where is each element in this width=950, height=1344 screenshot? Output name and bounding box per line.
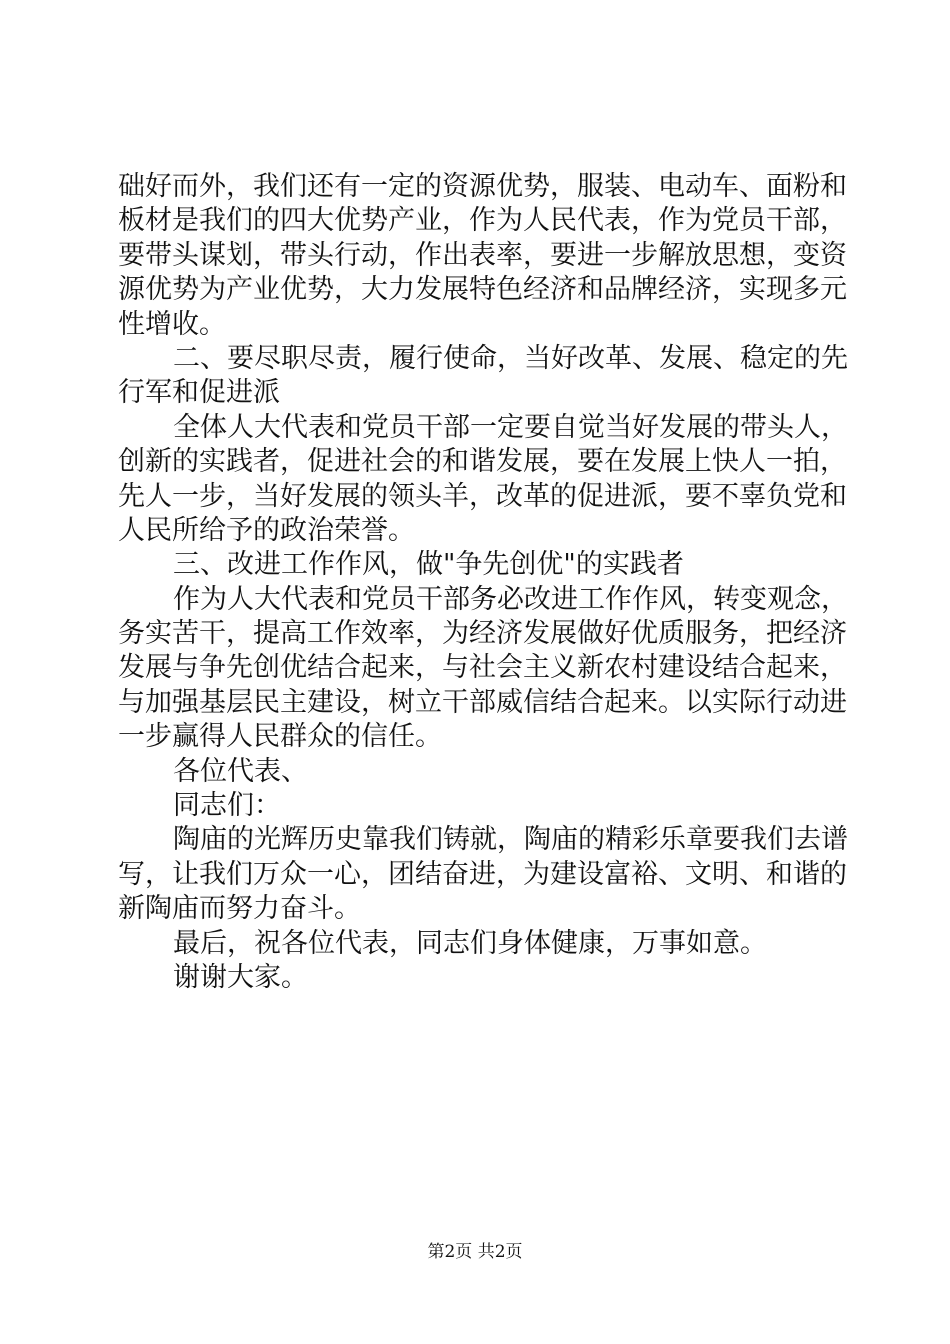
page-footer [0, 1241, 950, 1263]
text-line: 新陶庙而努力奋斗。 [118, 893, 361, 925]
text-line: 先人一步，当好发展的领头羊，改革的促进派，要不辜负党和 [118, 480, 847, 512]
text-line: 谢谢大家。 [173, 961, 308, 993]
text-line: 人民所给予的政治荣誉。 [118, 514, 415, 546]
text-line: 创新的实践者，促进社会的和谐发展，要在发展上快人一拍， [118, 446, 847, 478]
document-body [118, 170, 848, 995]
text-line: 陶庙的光辉历史靠我们铸就，陶庙的精彩乐章要我们去谱 [173, 824, 848, 856]
text-line: 同志们： [173, 790, 281, 822]
text-line: 发展与争先创优结合起来，与社会主义新农村建设结合起来， [118, 652, 847, 684]
text-line: 要带头谋划，带头行动，作出表率，要进一步解放思想，变资 [118, 239, 847, 271]
page-number-label: 第2页 共2页 [427, 1242, 523, 1262]
text-line: 性增收。 [118, 308, 226, 340]
text-line: 板材是我们的四大优势产业，作为人民代表，作为党员干部， [118, 205, 847, 237]
text-line: 一步赢得人民群众的信任。 [118, 721, 442, 753]
text-line: 最后，祝各位代表，同志们身体健康，万事如意。 [173, 927, 767, 959]
text-line: 与加强基层民主建设，树立干部威信结合起来。以实际行动进 [118, 686, 847, 718]
text-line: 各位代表、 [173, 755, 308, 787]
text-line: 三、改进工作作风，做"争先创优"的实践者 [173, 549, 684, 581]
text-line: 写，让我们万众一心，团结奋进，为建设富裕、文明、和谐的 [118, 858, 847, 890]
text-line: 务实苦干，提高工作效率，为经济发展做好优质服务，把经济 [118, 618, 847, 650]
text-line: 础好而外，我们还有一定的资源优势，服装、电动车、面粉和 [118, 171, 847, 202]
text-line: 源优势为产业优势，大力发展特色经济和品牌经济，实现多元 [118, 274, 847, 306]
text-line: 作为人大代表和党员干部务必改进工作作风，转变观念， [173, 583, 848, 615]
text-line: 行军和促进派 [118, 377, 280, 409]
text-line: 二、要尽职尽责，履行使命，当好改革、发展、稳定的先 [173, 342, 848, 374]
text-line: 全体人大代表和党员干部一定要自觉当好发展的带头人， [173, 411, 848, 443]
